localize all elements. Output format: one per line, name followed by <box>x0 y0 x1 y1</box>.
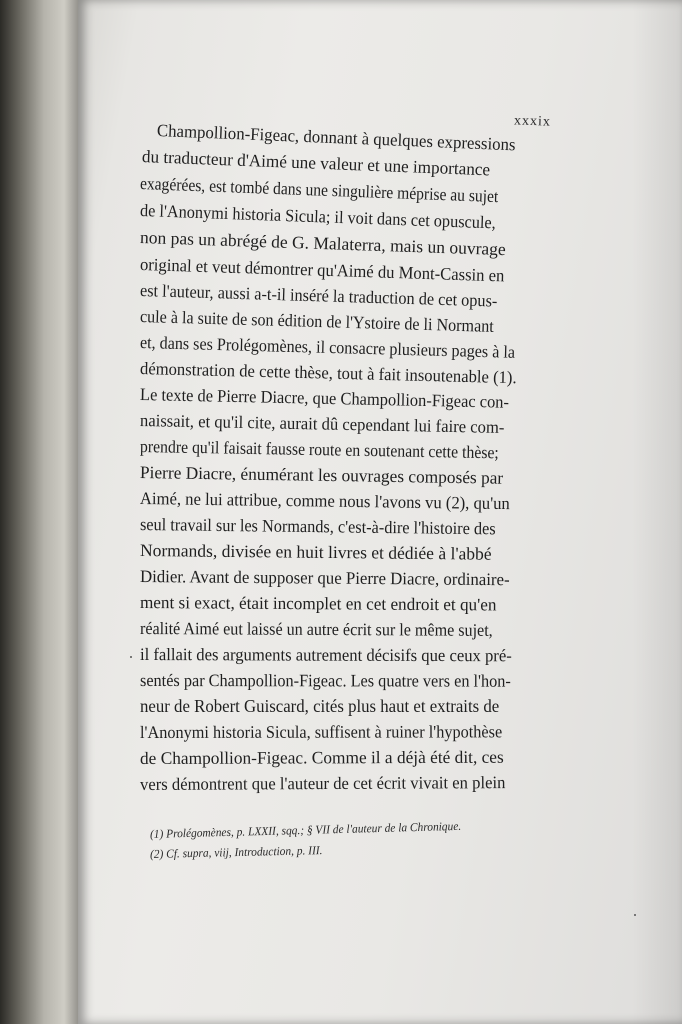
text-line: réalité Aimé eut laissé un autre écrit sur le même sujet, <box>139 618 493 640</box>
text-line: du traducteur d'Aimé une valeur et une importance <box>141 146 491 180</box>
text-line: de l'Anonymi historia Sicula; il voit dans cet opuscule, <box>139 200 497 233</box>
text-line: non pas un abrégé de G. Malaterra, mais un ouvrage <box>139 227 507 260</box>
page-shading <box>632 0 682 1024</box>
text-line: Pierre Diacre, énumérant les ouvrages composés par <box>139 462 504 488</box>
text-line: sentés par Champollion-Figeac. Les quatre vers en l'hon- <box>139 670 511 691</box>
text-line: il fallait des arguments autrement décisifs que ceux pré- <box>139 644 512 666</box>
footnote-1: (1) Prolégomènes, p. LXXII, sqq.; § VII de l'auteur de la Chronique. <box>149 818 462 841</box>
text-line: ment si exact, était incomplet en cet endroit et qu'en <box>139 592 497 615</box>
text-line: Normands, divisée en huit livres et dédiée à l'abbé <box>139 540 492 564</box>
page-number: xxxix <box>513 113 552 130</box>
text-line: de Champollion-Figeac. Comme il a déjà été dit, ces <box>139 746 504 768</box>
text-line: naissait, et qu'il cite, aurait dû cependant lui faire com- <box>139 410 505 437</box>
text-line: original et veut démontrer qu'Aimé du Mont-Cassin en <box>139 254 505 286</box>
text-line: Didier. Avant de supposer que Pierre Diacre, ordinaire- <box>139 566 510 590</box>
text-line: neur de Robert Guiscard, cités plus haut et extraits de <box>140 696 500 716</box>
text-line: Champollion-Figeac, donnant à quelques expressions <box>156 120 516 155</box>
text-line: Le texte de Pierre Diacre, que Champollion-Figeac con- <box>139 384 510 412</box>
paper-speck <box>634 914 636 916</box>
text-line: exagérées, est tombé dans une singulière méprise au sujet <box>139 173 499 207</box>
text-line: Aimé, ne lui attribue, comme nous l'avons vu (2), qu'un <box>139 488 510 514</box>
text-line: et, dans ses Prolégomènes, il consacre plusieurs pages à la <box>139 332 516 362</box>
text-line: cule à la suite de son édition de l'Ystoire de li Normant <box>139 306 495 336</box>
text-line: est l'auteur, aussi a-t-il inséré la traduction de cet opus- <box>139 280 498 311</box>
text-line: démonstration de cette thèse, tout à fait insoutenable (1). <box>139 358 517 388</box>
previous-page-edge <box>0 0 80 1024</box>
text-line: seul travail sur les Normands, c'est-à-dire l'histoire des <box>139 514 496 539</box>
footnote-2: (2) Cf. supra, viij, Introduction, p. III. <box>149 843 323 861</box>
text-line: l'Anonymi historia Sicula, suffisent à ruiner l'hypothèse <box>139 721 503 742</box>
text-line: vers démontrent que l'auteur de cet écrit vivait en plein <box>139 772 506 794</box>
text-line: prendre qu'il faisait fausse route en soutenant cette thèse; <box>139 436 499 463</box>
paper-speck <box>130 656 132 658</box>
